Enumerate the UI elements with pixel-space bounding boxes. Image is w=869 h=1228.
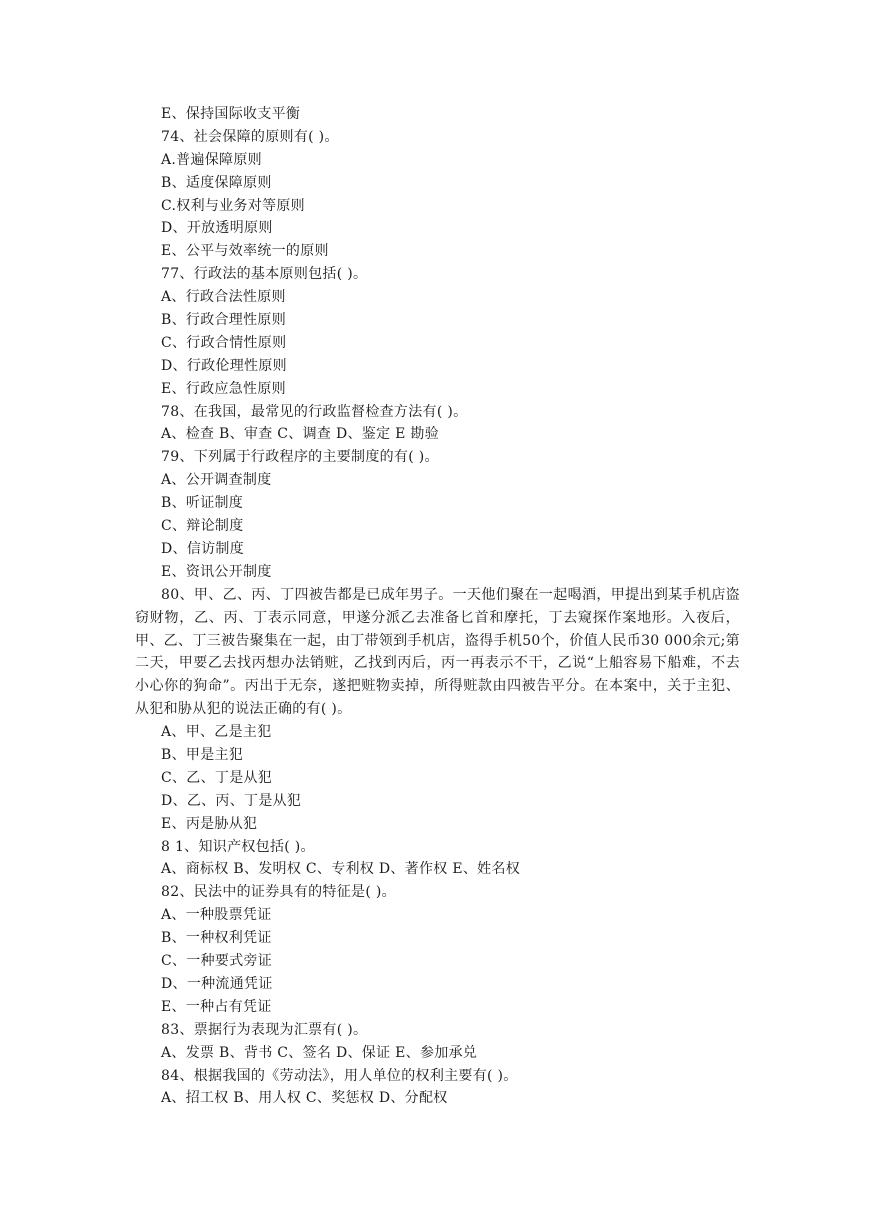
option-line: E、公平与效率统一的原则 <box>161 243 329 260</box>
document-page <box>135 103 740 1110</box>
question-80-paragraph: 80、甲、乙、丙、丁四被告都是已成年男子。一天他们聚在一起喝酒，甲提出到某手机店盗窃财物，乙、丙、丁表示同意，甲遂分派乙去准备匕首和摩托，丁去窥探作案地形。入夜后，甲、乙、丁三被告聚集在一起，由丁带领到手机店，盗得手机50个，价值人民币30 000余元;第二天，甲要乙去找丙想办法销赃，乙找到丙后，丙一再表示不干，乙说“上船容易下船难，不去小心你的狗命”。丙出于无奈，遂把赃物卖掉，所得赃款由四被告平分。在本案中，关于主犯、从犯和胁从犯的说法正确的有( )。 <box>135 586 740 718</box>
option-line: A、行政合法性原则 <box>161 289 286 306</box>
option-line: C、行政合情性原则 <box>161 334 287 351</box>
option-line: E、资讯公开制度 <box>161 563 272 580</box>
option-line: A、一种股票凭证 <box>161 907 272 924</box>
option-line: B、甲是主犯 <box>161 747 244 764</box>
option-line: C、乙、丁是从犯 <box>161 769 273 786</box>
option-line: D、乙、丙、丁是从犯 <box>161 792 302 809</box>
option-line: A、招工权 B、用人权 C、奖惩权 D、分配权 <box>161 1090 448 1107</box>
option-line: B、一种权利凭证 <box>161 930 272 947</box>
option-line: A.普遍保障原则 <box>161 151 262 168</box>
option-line: B、适度保障原则 <box>161 174 272 191</box>
question-74: 74、社会保障的原则有( )。 <box>161 128 339 145</box>
question-79: 79、下列属于行政程序的主要制度的有( )。 <box>161 449 439 466</box>
option-line: C、一种要式旁证 <box>161 953 273 970</box>
question-84: 84、根据我国的《劳动法》，用人单位的权利主要有( )。 <box>161 1067 518 1084</box>
option-line: A、商标权 B、发明权 C、专利权 D、著作权 E、姓名权 <box>161 861 521 878</box>
option-line: E、行政应急性原则 <box>161 380 286 397</box>
question-81: 8 1、知识产权包括( )。 <box>161 838 315 855</box>
option-line: E、一种占有凭证 <box>161 998 272 1015</box>
option-line: E、丙是胁从犯 <box>161 815 258 832</box>
question-77: 77、行政法的基本原则包括( )。 <box>161 266 368 283</box>
question-82: 82、民法中的证券具有的特征是( )。 <box>161 884 396 901</box>
option-line: A、甲、乙是主犯 <box>161 724 272 741</box>
option-line: D、开放透明原则 <box>161 220 273 237</box>
question-78: 78、在我国，最常见的行政监督检查方法有( )。 <box>161 403 468 420</box>
option-line: A、发票 B、背书 C、签名 D、保证 E、参加承兑 <box>161 1044 478 1061</box>
option-line: C.权利与业务对等原则 <box>161 197 305 214</box>
option-line: B、听证制度 <box>161 495 244 512</box>
option-line: A、检查 B、审查 C、调查 D、鉴定 E 勘验 <box>161 426 440 443</box>
option-line: C、辩论制度 <box>161 518 244 535</box>
text-line: E、保持国际收支平衡 <box>161 106 301 122</box>
question-83: 83、票据行为表现为汇票有( )。 <box>161 1021 368 1038</box>
option-line: D、行政伦理性原则 <box>161 357 287 374</box>
option-line: D、一种流通凭证 <box>161 975 273 992</box>
option-line: D、信访制度 <box>161 540 245 557</box>
option-line: B、行政合理性原则 <box>161 312 286 329</box>
option-line: A、公开调查制度 <box>161 472 272 489</box>
